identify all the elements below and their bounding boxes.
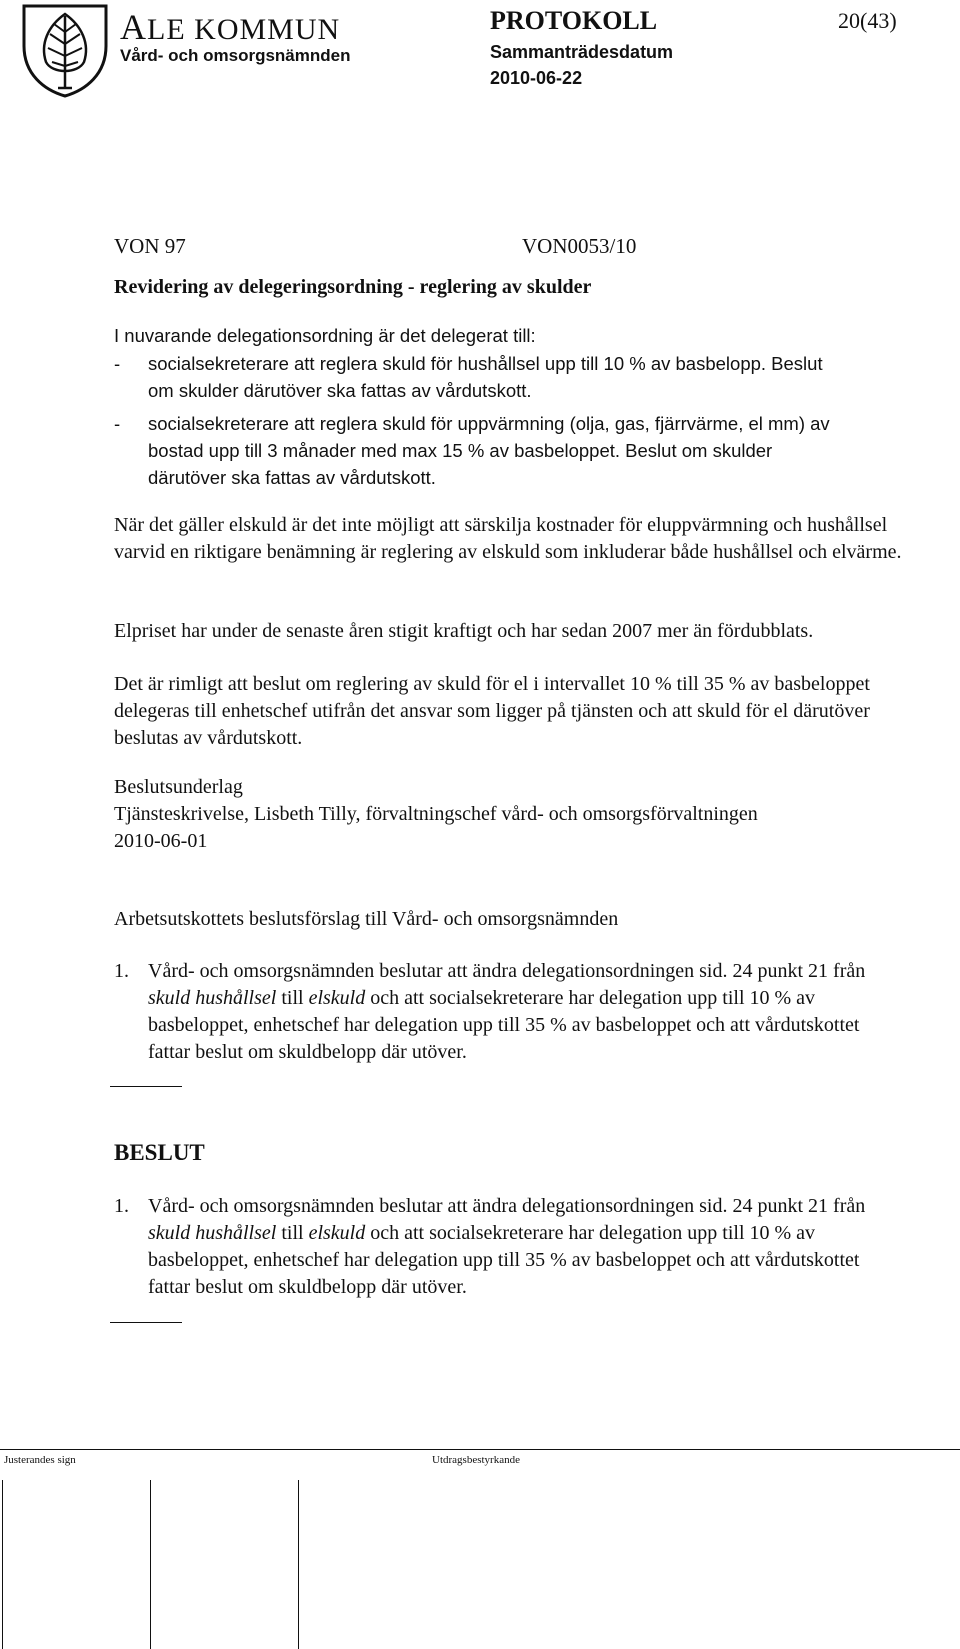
separator-rule xyxy=(110,1322,182,1323)
list-item-line: socialsekreterare att reglera skuld för uppvärmning (olja, gas, fjärrvärme, el mm) av xyxy=(148,413,830,434)
separator-rule xyxy=(110,1086,182,1087)
list-item: - socialsekreterare att reglera skuld för hushållsel upp till 10 % av basbelopp. Beslut om skulder därutöver ska fattas av vårdutskott. xyxy=(114,350,914,406)
signature-box-divider xyxy=(150,1480,151,1649)
paragraph: Det är rimligt att beslut om reglering av skuld för el i intervallet 10 % till 35 % av basbeloppet delegeras till enhetschef utifrån det ansvar som ligger på tjänsten och att skuld för el därutöver beslutas av vårdutskott. xyxy=(114,673,870,749)
list-item-line: socialsekreterare att reglera skuld för hushållsel upp till 10 % av basbelopp. Beslut xyxy=(148,353,823,374)
decision-item: 1. Vård- och omsorgsnämnden beslutar att ändra delegationsordningen sid. 24 punkt 21 från skuld hushållsel till elskuld och att socialsekreterare har delegation upp till 10 % av basbeloppet, enhetschef har delegation upp till 35 % av basbeloppet och att vårdutskottet fattar beslut om skuldbelopp där utöver. xyxy=(114,1193,904,1303)
proposal-text: Vård- och omsorgsnämnden beslutar att ändra delegationsordningen sid. 24 punkt 21 från skuld hushållsel till elskuld och att socialsekreterare har delegation upp till 10 % av basbeloppet, enhetschef har delegation upp till 35 % av basbeloppet och att vårdutskottet fattar beslut om skuldbelopp där utöver. xyxy=(148,960,866,1063)
meeting-date: 2010-06-22 xyxy=(490,68,583,88)
paragraph: Elpriset har under de senaste åren stigit kraftigt och har sedan 2007 mer än fördubblats. xyxy=(114,620,814,642)
case-reference: VON0053/10 xyxy=(522,234,637,258)
municipality-name: ALE KOMMUN xyxy=(120,7,341,47)
committee-name: Vård- och omsorgsnämnden xyxy=(120,46,351,65)
decision-basis-text: Tjänsteskrivelse, Lisbeth Tilly, förvaltningschef vård- och omsorgsförvaltningen xyxy=(114,803,758,825)
extract-certification-label: Utdragsbestyrkande xyxy=(432,1454,520,1466)
municipal-coat-of-arms-icon xyxy=(18,2,112,98)
committee-proposal-heading: Arbetsutskottets beslutsförslag till Vård- och omsorgsnämnden xyxy=(114,908,619,930)
decision-basis-label: Beslutsunderlag xyxy=(114,776,243,798)
decision-heading: BESLUT xyxy=(114,1140,205,1165)
decision-text: Vård- och omsorgsnämnden beslutar att ändra delegationsordningen sid. 24 punkt 21 från skuld hushållsel till elskuld och att socialsekreterare har delegation upp till 10 % av basbeloppet, enhetschef har delegation upp till 35 % av basbeloppet och att vårdutskottet fattar beslut om skuldbelopp där utöver. xyxy=(148,1195,866,1298)
intro-text: I nuvarande delegationsordning är det delegerat till: xyxy=(114,325,536,346)
list-item-line: bostad upp till 3 månader med max 15 % av basbeloppet. Beslut om skulder xyxy=(148,440,773,461)
document-type: PROTOKOLL xyxy=(490,6,658,35)
page-number: 20(43) xyxy=(838,8,897,33)
proposal-item: 1. Vård- och omsorgsnämnden beslutar att ändra delegationsordningen sid. 24 punkt 21 från skuld hushållsel till elskuld och att socialsekreterare har delegation upp till 10 % av basbeloppet, enhetschef har delegation upp till 35 % av basbeloppet och att vårdutskottet fattar beslut om skuldbelopp där utöver. xyxy=(114,958,904,1068)
list-item-line: om skulder därutöver ska fattas av vårdutskott. xyxy=(148,380,532,401)
list-item-line: därutöver ska fattas av vårdutskott. xyxy=(148,467,436,488)
meeting-date-label: Sammanträdesdatum xyxy=(490,42,674,62)
paragraph: När det gäller elskuld är det inte möjligt att särskilja kostnader för eluppvärmning och hushållsel varvid en riktigare benämning är reglering av elskuld som inkluderar både hushållsel och elvärme. xyxy=(114,514,902,563)
footer-rule xyxy=(0,1449,960,1450)
paragraph-reference: VON 97 xyxy=(114,234,186,258)
signature-label: Justerandes sign xyxy=(4,1454,76,1466)
decision-basis-date: 2010-06-01 xyxy=(114,830,208,852)
signature-box-divider xyxy=(2,1480,3,1649)
signature-box-divider xyxy=(298,1480,299,1649)
section-heading: Revidering av delegeringsordning - reglering av skulder xyxy=(114,276,592,298)
list-item: - socialsekreterare att reglera skuld för uppvärmning (olja, gas, fjärrvärme, el mm) av bostad upp till 3 månader med max 15 % av basbeloppet. Beslut om skulder därutöver ska fattas av vårdutskott. xyxy=(114,410,914,494)
